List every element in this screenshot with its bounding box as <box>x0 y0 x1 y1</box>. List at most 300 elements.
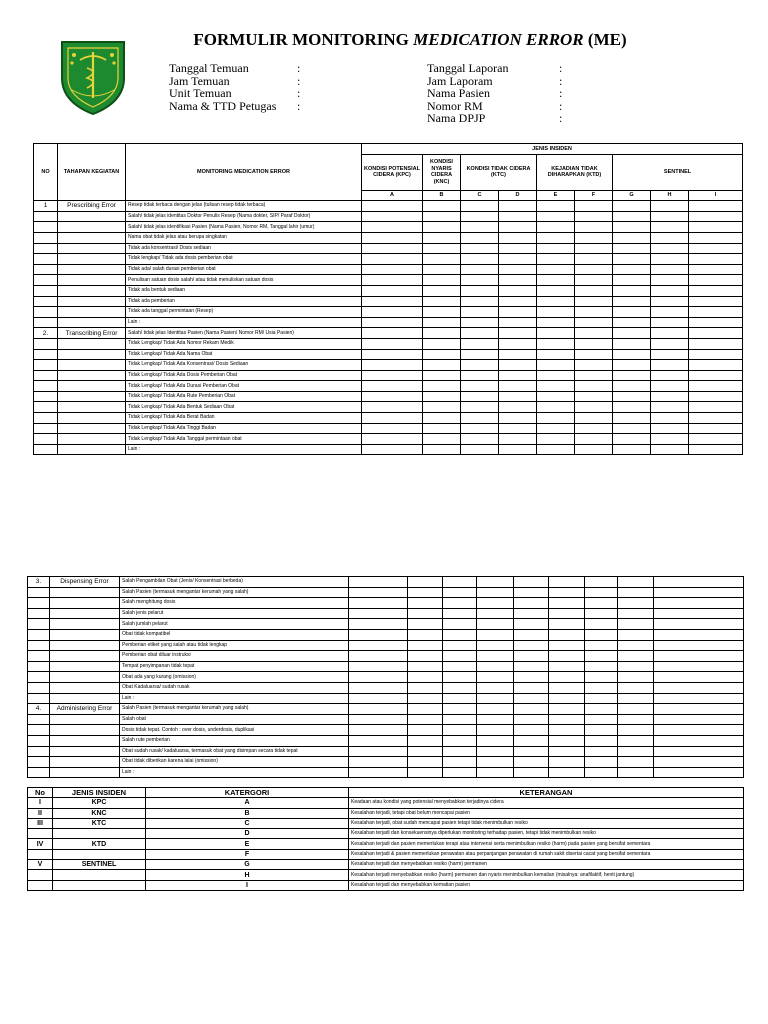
checkbox-cell[interactable] <box>443 693 477 704</box>
checkbox-cell[interactable] <box>499 434 537 445</box>
checkbox-cell[interactable] <box>514 577 549 588</box>
checkbox-cell[interactable] <box>613 402 651 413</box>
checkbox-cell[interactable] <box>654 608 744 619</box>
checkbox-cell[interactable] <box>461 391 499 402</box>
checkbox-cell[interactable] <box>613 264 651 275</box>
checkbox-cell[interactable] <box>514 714 549 725</box>
checkbox-cell[interactable] <box>461 201 499 212</box>
checkbox-cell[interactable] <box>461 232 499 243</box>
checkbox-cell[interactable] <box>585 587 618 598</box>
checkbox-cell[interactable] <box>537 434 575 445</box>
checkbox-cell[interactable] <box>499 222 537 233</box>
checkbox-cell[interactable] <box>423 338 461 349</box>
checkbox-cell[interactable] <box>423 211 461 222</box>
checkbox-cell[interactable] <box>575 222 613 233</box>
checkbox-cell[interactable] <box>423 307 461 318</box>
checkbox-cell[interactable] <box>362 307 423 318</box>
checkbox-cell[interactable] <box>689 349 743 360</box>
checkbox-cell[interactable] <box>549 619 585 630</box>
checkbox-cell[interactable] <box>613 444 651 455</box>
checkbox-cell[interactable] <box>549 767 585 778</box>
checkbox-cell[interactable] <box>689 444 743 455</box>
checkbox-cell[interactable] <box>461 211 499 222</box>
checkbox-cell[interactable] <box>585 735 618 746</box>
checkbox-cell[interactable] <box>362 285 423 296</box>
checkbox-cell[interactable] <box>618 608 654 619</box>
checkbox-cell[interactable] <box>549 725 585 736</box>
checkbox-cell[interactable] <box>575 434 613 445</box>
checkbox-cell[interactable] <box>575 360 613 371</box>
checkbox-cell[interactable] <box>499 338 537 349</box>
checkbox-cell[interactable] <box>499 444 537 455</box>
checkbox-cell[interactable] <box>654 661 744 672</box>
checkbox-cell[interactable] <box>514 746 549 757</box>
checkbox-cell[interactable] <box>461 243 499 254</box>
checkbox-cell[interactable] <box>477 608 514 619</box>
checkbox-cell[interactable] <box>362 423 423 434</box>
checkbox-cell[interactable] <box>362 296 423 307</box>
checkbox-cell[interactable] <box>461 275 499 286</box>
checkbox-cell[interactable] <box>408 746 443 757</box>
checkbox-cell[interactable] <box>477 757 514 768</box>
checkbox-cell[interactable] <box>423 201 461 212</box>
checkbox-cell[interactable] <box>499 264 537 275</box>
checkbox-cell[interactable] <box>443 608 477 619</box>
checkbox-cell[interactable] <box>585 767 618 778</box>
checkbox-cell[interactable] <box>514 672 549 683</box>
checkbox-cell[interactable] <box>575 264 613 275</box>
checkbox-cell[interactable] <box>461 338 499 349</box>
checkbox-cell[interactable] <box>477 651 514 662</box>
checkbox-cell[interactable] <box>362 328 423 339</box>
checkbox-cell[interactable] <box>423 275 461 286</box>
checkbox-cell[interactable] <box>423 381 461 392</box>
checkbox-cell[interactable] <box>651 254 689 265</box>
checkbox-cell[interactable] <box>651 317 689 328</box>
checkbox-cell[interactable] <box>514 608 549 619</box>
checkbox-cell[interactable] <box>499 296 537 307</box>
checkbox-cell[interactable] <box>585 598 618 609</box>
checkbox-cell[interactable] <box>499 201 537 212</box>
checkbox-cell[interactable] <box>549 608 585 619</box>
checkbox-cell[interactable] <box>423 391 461 402</box>
checkbox-cell[interactable] <box>575 413 613 424</box>
checkbox-cell[interactable] <box>613 201 651 212</box>
checkbox-cell[interactable] <box>537 391 575 402</box>
checkbox-cell[interactable] <box>408 577 443 588</box>
checkbox-cell[interactable] <box>618 672 654 683</box>
checkbox-cell[interactable] <box>477 735 514 746</box>
checkbox-cell[interactable] <box>362 222 423 233</box>
checkbox-cell[interactable] <box>423 370 461 381</box>
checkbox-cell[interactable] <box>461 413 499 424</box>
checkbox-cell[interactable] <box>689 402 743 413</box>
checkbox-cell[interactable] <box>689 307 743 318</box>
checkbox-cell[interactable] <box>461 222 499 233</box>
checkbox-cell[interactable] <box>349 598 408 609</box>
checkbox-cell[interactable] <box>689 381 743 392</box>
checkbox-cell[interactable] <box>654 598 744 609</box>
checkbox-cell[interactable] <box>613 222 651 233</box>
checkbox-cell[interactable] <box>537 338 575 349</box>
checkbox-cell[interactable] <box>362 434 423 445</box>
checkbox-cell[interactable] <box>349 725 408 736</box>
checkbox-cell[interactable] <box>477 661 514 672</box>
checkbox-cell[interactable] <box>408 598 443 609</box>
checkbox-cell[interactable] <box>499 243 537 254</box>
checkbox-cell[interactable] <box>651 381 689 392</box>
checkbox-cell[interactable] <box>654 587 744 598</box>
checkbox-cell[interactable] <box>549 587 585 598</box>
checkbox-cell[interactable] <box>651 444 689 455</box>
checkbox-cell[interactable] <box>689 317 743 328</box>
checkbox-cell[interactable] <box>618 661 654 672</box>
checkbox-cell[interactable] <box>575 338 613 349</box>
checkbox-cell[interactable] <box>461 264 499 275</box>
checkbox-cell[interactable] <box>514 619 549 630</box>
checkbox-cell[interactable] <box>499 381 537 392</box>
checkbox-cell[interactable] <box>349 735 408 746</box>
checkbox-cell[interactable] <box>613 296 651 307</box>
checkbox-cell[interactable] <box>651 232 689 243</box>
checkbox-cell[interactable] <box>613 275 651 286</box>
checkbox-cell[interactable] <box>514 767 549 778</box>
checkbox-cell[interactable] <box>549 577 585 588</box>
checkbox-cell[interactable] <box>618 746 654 757</box>
checkbox-cell[interactable] <box>651 285 689 296</box>
checkbox-cell[interactable] <box>362 349 423 360</box>
checkbox-cell[interactable] <box>423 402 461 413</box>
checkbox-cell[interactable] <box>443 651 477 662</box>
checkbox-cell[interactable] <box>443 661 477 672</box>
checkbox-cell[interactable] <box>575 232 613 243</box>
checkbox-cell[interactable] <box>654 767 744 778</box>
checkbox-cell[interactable] <box>618 757 654 768</box>
checkbox-cell[interactable] <box>423 360 461 371</box>
checkbox-cell[interactable] <box>362 381 423 392</box>
checkbox-cell[interactable] <box>499 232 537 243</box>
checkbox-cell[interactable] <box>549 640 585 651</box>
checkbox-cell[interactable] <box>362 201 423 212</box>
checkbox-cell[interactable] <box>537 275 575 286</box>
checkbox-cell[interactable] <box>575 402 613 413</box>
checkbox-cell[interactable] <box>477 629 514 640</box>
checkbox-cell[interactable] <box>408 735 443 746</box>
checkbox-cell[interactable] <box>585 714 618 725</box>
checkbox-cell[interactable] <box>618 704 654 715</box>
checkbox-cell[interactable] <box>651 222 689 233</box>
checkbox-cell[interactable] <box>575 285 613 296</box>
checkbox-cell[interactable] <box>654 640 744 651</box>
checkbox-cell[interactable] <box>689 201 743 212</box>
checkbox-cell[interactable] <box>654 629 744 640</box>
checkbox-cell[interactable] <box>585 682 618 693</box>
checkbox-cell[interactable] <box>618 651 654 662</box>
checkbox-cell[interactable] <box>362 360 423 371</box>
checkbox-cell[interactable] <box>514 735 549 746</box>
checkbox-cell[interactable] <box>549 682 585 693</box>
checkbox-cell[interactable] <box>654 757 744 768</box>
checkbox-cell[interactable] <box>477 640 514 651</box>
checkbox-cell[interactable] <box>362 444 423 455</box>
checkbox-cell[interactable] <box>654 619 744 630</box>
checkbox-cell[interactable] <box>651 275 689 286</box>
checkbox-cell[interactable] <box>613 413 651 424</box>
checkbox-cell[interactable] <box>575 349 613 360</box>
checkbox-cell[interactable] <box>575 211 613 222</box>
checkbox-cell[interactable] <box>443 587 477 598</box>
checkbox-cell[interactable] <box>349 672 408 683</box>
checkbox-cell[interactable] <box>514 587 549 598</box>
checkbox-cell[interactable] <box>575 317 613 328</box>
checkbox-cell[interactable] <box>477 587 514 598</box>
checkbox-cell[interactable] <box>477 577 514 588</box>
checkbox-cell[interactable] <box>408 693 443 704</box>
checkbox-cell[interactable] <box>362 211 423 222</box>
checkbox-cell[interactable] <box>585 619 618 630</box>
checkbox-cell[interactable] <box>537 360 575 371</box>
checkbox-cell[interactable] <box>362 254 423 265</box>
checkbox-cell[interactable] <box>651 349 689 360</box>
checkbox-cell[interactable] <box>654 746 744 757</box>
checkbox-cell[interactable] <box>575 275 613 286</box>
checkbox-cell[interactable] <box>651 243 689 254</box>
checkbox-cell[interactable] <box>618 725 654 736</box>
checkbox-cell[interactable] <box>575 328 613 339</box>
checkbox-cell[interactable] <box>654 693 744 704</box>
checkbox-cell[interactable] <box>443 767 477 778</box>
checkbox-cell[interactable] <box>613 243 651 254</box>
checkbox-cell[interactable] <box>651 338 689 349</box>
checkbox-cell[interactable] <box>613 254 651 265</box>
checkbox-cell[interactable] <box>689 264 743 275</box>
checkbox-cell[interactable] <box>423 264 461 275</box>
checkbox-cell[interactable] <box>654 651 744 662</box>
checkbox-cell[interactable] <box>537 232 575 243</box>
checkbox-cell[interactable] <box>499 391 537 402</box>
checkbox-cell[interactable] <box>618 682 654 693</box>
checkbox-cell[interactable] <box>613 285 651 296</box>
checkbox-cell[interactable] <box>349 619 408 630</box>
checkbox-cell[interactable] <box>477 682 514 693</box>
checkbox-cell[interactable] <box>537 285 575 296</box>
checkbox-cell[interactable] <box>423 232 461 243</box>
checkbox-cell[interactable] <box>537 254 575 265</box>
checkbox-cell[interactable] <box>514 757 549 768</box>
checkbox-cell[interactable] <box>585 746 618 757</box>
checkbox-cell[interactable] <box>618 577 654 588</box>
checkbox-cell[interactable] <box>537 222 575 233</box>
checkbox-cell[interactable] <box>575 201 613 212</box>
checkbox-cell[interactable] <box>408 640 443 651</box>
checkbox-cell[interactable] <box>537 264 575 275</box>
checkbox-cell[interactable] <box>408 587 443 598</box>
checkbox-cell[interactable] <box>651 211 689 222</box>
checkbox-cell[interactable] <box>349 577 408 588</box>
checkbox-cell[interactable] <box>362 317 423 328</box>
checkbox-cell[interactable] <box>613 317 651 328</box>
checkbox-cell[interactable] <box>499 328 537 339</box>
checkbox-cell[interactable] <box>537 201 575 212</box>
checkbox-cell[interactable] <box>514 725 549 736</box>
checkbox-cell[interactable] <box>651 307 689 318</box>
checkbox-cell[interactable] <box>349 629 408 640</box>
checkbox-cell[interactable] <box>443 672 477 683</box>
checkbox-cell[interactable] <box>585 629 618 640</box>
checkbox-cell[interactable] <box>443 682 477 693</box>
checkbox-cell[interactable] <box>651 296 689 307</box>
checkbox-cell[interactable] <box>514 651 549 662</box>
checkbox-cell[interactable] <box>477 746 514 757</box>
checkbox-cell[interactable] <box>408 619 443 630</box>
checkbox-cell[interactable] <box>349 714 408 725</box>
checkbox-cell[interactable] <box>423 423 461 434</box>
checkbox-cell[interactable] <box>537 423 575 434</box>
checkbox-cell[interactable] <box>349 661 408 672</box>
checkbox-cell[interactable] <box>499 275 537 286</box>
checkbox-cell[interactable] <box>408 672 443 683</box>
checkbox-cell[interactable] <box>575 254 613 265</box>
checkbox-cell[interactable] <box>461 444 499 455</box>
checkbox-cell[interactable] <box>362 338 423 349</box>
checkbox-cell[interactable] <box>585 725 618 736</box>
checkbox-cell[interactable] <box>514 629 549 640</box>
checkbox-cell[interactable] <box>499 349 537 360</box>
checkbox-cell[interactable] <box>613 381 651 392</box>
checkbox-cell[interactable] <box>549 693 585 704</box>
checkbox-cell[interactable] <box>575 444 613 455</box>
checkbox-cell[interactable] <box>585 757 618 768</box>
checkbox-cell[interactable] <box>514 682 549 693</box>
checkbox-cell[interactable] <box>585 672 618 683</box>
checkbox-cell[interactable] <box>514 640 549 651</box>
checkbox-cell[interactable] <box>651 201 689 212</box>
checkbox-cell[interactable] <box>423 296 461 307</box>
checkbox-cell[interactable] <box>514 661 549 672</box>
checkbox-cell[interactable] <box>408 608 443 619</box>
checkbox-cell[interactable] <box>689 285 743 296</box>
checkbox-cell[interactable] <box>618 598 654 609</box>
checkbox-cell[interactable] <box>654 672 744 683</box>
checkbox-cell[interactable] <box>651 413 689 424</box>
checkbox-cell[interactable] <box>443 746 477 757</box>
checkbox-cell[interactable] <box>477 693 514 704</box>
checkbox-cell[interactable] <box>362 391 423 402</box>
checkbox-cell[interactable] <box>408 714 443 725</box>
checkbox-cell[interactable] <box>423 413 461 424</box>
checkbox-cell[interactable] <box>443 619 477 630</box>
checkbox-cell[interactable] <box>618 587 654 598</box>
checkbox-cell[interactable] <box>654 735 744 746</box>
checkbox-cell[interactable] <box>575 381 613 392</box>
checkbox-cell[interactable] <box>651 391 689 402</box>
checkbox-cell[interactable] <box>349 608 408 619</box>
checkbox-cell[interactable] <box>362 402 423 413</box>
checkbox-cell[interactable] <box>499 285 537 296</box>
checkbox-cell[interactable] <box>613 423 651 434</box>
checkbox-cell[interactable] <box>689 211 743 222</box>
checkbox-cell[interactable] <box>362 370 423 381</box>
checkbox-cell[interactable] <box>423 444 461 455</box>
checkbox-cell[interactable] <box>613 328 651 339</box>
checkbox-cell[interactable] <box>613 338 651 349</box>
checkbox-cell[interactable] <box>537 307 575 318</box>
checkbox-cell[interactable] <box>423 317 461 328</box>
checkbox-cell[interactable] <box>477 725 514 736</box>
checkbox-cell[interactable] <box>477 704 514 715</box>
checkbox-cell[interactable] <box>651 360 689 371</box>
checkbox-cell[interactable] <box>514 704 549 715</box>
checkbox-cell[interactable] <box>349 704 408 715</box>
checkbox-cell[interactable] <box>499 402 537 413</box>
checkbox-cell[interactable] <box>443 725 477 736</box>
checkbox-cell[interactable] <box>443 640 477 651</box>
checkbox-cell[interactable] <box>499 423 537 434</box>
checkbox-cell[interactable] <box>651 434 689 445</box>
checkbox-cell[interactable] <box>537 413 575 424</box>
checkbox-cell[interactable] <box>549 651 585 662</box>
checkbox-cell[interactable] <box>408 725 443 736</box>
checkbox-cell[interactable] <box>537 370 575 381</box>
checkbox-cell[interactable] <box>362 413 423 424</box>
checkbox-cell[interactable] <box>651 402 689 413</box>
checkbox-cell[interactable] <box>499 307 537 318</box>
checkbox-cell[interactable] <box>408 767 443 778</box>
checkbox-cell[interactable] <box>423 434 461 445</box>
checkbox-cell[interactable] <box>689 413 743 424</box>
checkbox-cell[interactable] <box>461 381 499 392</box>
checkbox-cell[interactable] <box>349 757 408 768</box>
checkbox-cell[interactable] <box>477 598 514 609</box>
checkbox-cell[interactable] <box>613 434 651 445</box>
checkbox-cell[interactable] <box>537 444 575 455</box>
checkbox-cell[interactable] <box>362 264 423 275</box>
checkbox-cell[interactable] <box>537 317 575 328</box>
checkbox-cell[interactable] <box>514 598 549 609</box>
checkbox-cell[interactable] <box>585 661 618 672</box>
checkbox-cell[interactable] <box>461 360 499 371</box>
checkbox-cell[interactable] <box>461 349 499 360</box>
checkbox-cell[interactable] <box>423 285 461 296</box>
checkbox-cell[interactable] <box>362 275 423 286</box>
checkbox-cell[interactable] <box>408 629 443 640</box>
checkbox-cell[interactable] <box>537 296 575 307</box>
checkbox-cell[interactable] <box>654 577 744 588</box>
checkbox-cell[interactable] <box>549 746 585 757</box>
checkbox-cell[interactable] <box>689 423 743 434</box>
checkbox-cell[interactable] <box>618 640 654 651</box>
checkbox-cell[interactable] <box>654 682 744 693</box>
checkbox-cell[interactable] <box>423 222 461 233</box>
checkbox-cell[interactable] <box>549 704 585 715</box>
checkbox-cell[interactable] <box>499 370 537 381</box>
checkbox-cell[interactable] <box>423 243 461 254</box>
checkbox-cell[interactable] <box>423 349 461 360</box>
checkbox-cell[interactable] <box>689 222 743 233</box>
checkbox-cell[interactable] <box>408 757 443 768</box>
checkbox-cell[interactable] <box>477 672 514 683</box>
checkbox-cell[interactable] <box>613 360 651 371</box>
checkbox-cell[interactable] <box>537 211 575 222</box>
checkbox-cell[interactable] <box>461 423 499 434</box>
checkbox-cell[interactable] <box>477 714 514 725</box>
checkbox-cell[interactable] <box>575 391 613 402</box>
checkbox-cell[interactable] <box>443 577 477 588</box>
checkbox-cell[interactable] <box>618 629 654 640</box>
checkbox-cell[interactable] <box>689 360 743 371</box>
checkbox-cell[interactable] <box>408 704 443 715</box>
checkbox-cell[interactable] <box>549 661 585 672</box>
